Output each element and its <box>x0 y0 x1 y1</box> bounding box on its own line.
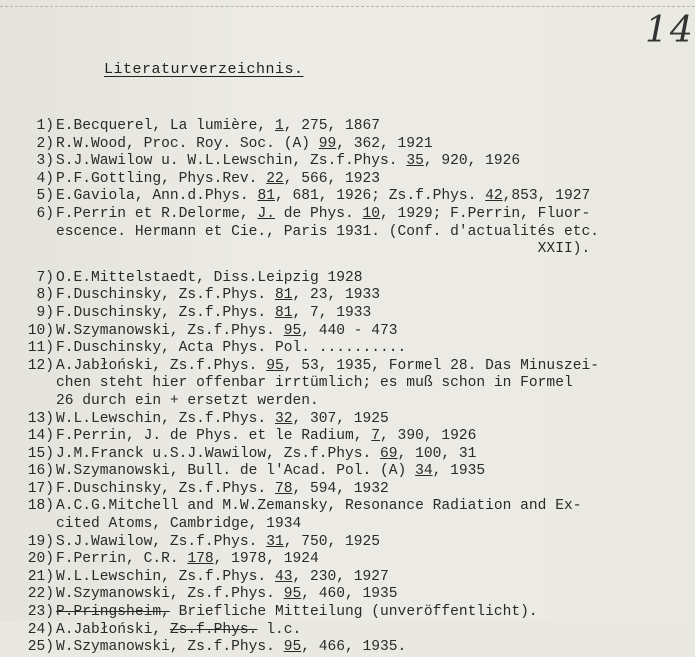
reference-number: 17) <box>27 480 54 497</box>
reference-entry <box>0 481 695 499</box>
reference-number: 10) <box>27 322 54 339</box>
reference-entry <box>0 411 695 429</box>
reference-text <box>54 551 319 569</box>
reference-number: 1) <box>36 118 54 134</box>
text-segment: chen steht hier offenbar irrtümlich; es muß schon in Formel <box>56 375 573 392</box>
text-segment: , 23, 1933 <box>292 287 381 304</box>
reference-text <box>54 358 599 376</box>
text-segment: , 1935 <box>432 463 486 480</box>
reference-text <box>54 188 590 206</box>
struck-text: P.Pringsheim, <box>56 604 170 621</box>
text-segment: W.Szymanowski, Zs.f.Phys. <box>56 586 284 603</box>
reference-text <box>54 411 389 429</box>
volume-number: 7 <box>371 428 381 445</box>
volume-number: 43 <box>274 568 293 585</box>
volume-number: 178 <box>187 551 214 568</box>
text-segment: , 440 - 473 <box>301 322 398 339</box>
reference-entry <box>0 340 695 358</box>
reference-number: 25) <box>27 639 54 656</box>
reference-entry-continuation <box>0 516 695 534</box>
volume-number: 95 <box>283 639 302 656</box>
volume-number: 95 <box>283 322 302 339</box>
reference-text <box>54 393 319 411</box>
reference-text <box>54 171 380 189</box>
volume-number: 31 <box>266 533 284 550</box>
reference-number: 21) <box>27 568 54 585</box>
reference-text <box>54 516 301 534</box>
volume-number: 32 <box>274 410 293 427</box>
text-segment: cited Atoms, Cambridge, 1934 <box>56 516 302 533</box>
reference-text <box>54 622 301 640</box>
reference-entry <box>0 323 695 341</box>
text-segment: l.c. <box>257 621 302 638</box>
reference-number: 12) <box>27 357 54 374</box>
text-segment: , 100, 31 <box>397 445 477 462</box>
reference-number: 2) <box>36 135 54 152</box>
text-segment: A.Jabłoński, <box>56 621 170 638</box>
text-segment: F.Duschinsky, Zs.f.Phys. <box>56 480 275 497</box>
text-segment: R.W.Wood, Proc. Roy. Soc. (A) <box>56 135 319 152</box>
reference-number <box>0 224 54 242</box>
reference-text <box>54 340 406 358</box>
text-segment: , 307, 1925 <box>292 410 389 427</box>
text-segment: , 566, 1923 <box>283 170 381 187</box>
text-segment: , 681, 1926; Zs.f.Phys. <box>274 188 486 205</box>
text-segment: W.Szymanowski, Zs.f.Phys. <box>56 639 284 656</box>
text-segment: E.Gaviola, Ann.d.Phys. <box>56 188 258 205</box>
reference-number: 3) <box>36 153 54 170</box>
reference-entry <box>0 534 695 552</box>
reference-text <box>54 463 485 481</box>
reference-entry <box>0 171 695 189</box>
reference-number: 22) <box>27 586 54 603</box>
reference-text <box>54 569 389 587</box>
volume-number: 69 <box>380 445 398 462</box>
text-segment: , 594, 1932 <box>292 480 389 497</box>
volume-number: 95 <box>283 586 302 603</box>
text-segment: , 230, 1927 <box>292 568 389 585</box>
text-segment: , 362, 1921 <box>336 135 433 152</box>
reference-entry <box>0 622 695 640</box>
reference-number: 15) <box>27 445 54 462</box>
reference-text <box>54 323 398 341</box>
reference-number <box>0 375 54 393</box>
reference-number: 13) <box>27 410 54 427</box>
text-segment: , 1929; F.Perrin, Fluor- <box>380 205 591 222</box>
struck-text: Zs.f.Phys. <box>169 621 258 638</box>
reference-number: 16) <box>27 463 54 480</box>
reference-entry <box>0 446 695 464</box>
text-segment: J.M.Franck u.S.J.Wawilow, Zs.f.Phys. <box>56 445 381 462</box>
text-segment: , 920, 1926 <box>423 153 521 170</box>
reference-text <box>54 305 371 323</box>
reference-entry-continuation <box>0 241 695 259</box>
text-segment: , 7, 1933 <box>292 304 372 321</box>
reference-entry <box>0 639 695 657</box>
reference-text <box>54 136 433 154</box>
volume-number: 35 <box>406 153 424 170</box>
text-segment: O.E.Mittelstaedt, Diss.Leipzig 1928 <box>56 269 363 286</box>
reference-entry <box>0 188 695 206</box>
reference-number: 11) <box>27 340 54 357</box>
text-segment: , 750, 1925 <box>283 533 381 550</box>
reference-entry <box>0 569 695 587</box>
text-segment: S.J.Wawilow u. W.L.Lewschin, Zs.f.Phys. <box>56 153 407 170</box>
text-segment: , 275, 1867 <box>283 118 381 134</box>
reference-entry <box>0 118 695 136</box>
volume-number: 34 <box>415 463 433 480</box>
reference-entry <box>0 586 695 604</box>
reference-number: 6) <box>36 205 54 222</box>
reference-number <box>0 516 54 534</box>
reference-text <box>54 446 476 464</box>
reference-number: 14) <box>27 428 54 445</box>
reference-entry <box>0 428 695 446</box>
reference-entry <box>0 287 695 305</box>
reference-text <box>54 586 398 604</box>
text-segment: , 460, 1935 <box>301 586 398 603</box>
text-segment: Briefliche Mitteilung (unveröffentlicht). <box>169 604 538 621</box>
text-segment: P.F.Gottling, Phys.Rev. <box>56 170 267 187</box>
reference-entry <box>0 604 695 622</box>
reference-text <box>54 224 599 242</box>
volume-number: 81 <box>257 188 275 205</box>
reference-text <box>54 498 581 516</box>
reference-text <box>54 639 406 657</box>
volume-number: 81 <box>274 287 293 304</box>
reference-entry-continuation <box>0 375 695 393</box>
text-segment: W.Szymanowski, Bull. de l'Acad. Pol. (A) <box>56 463 416 480</box>
reference-number: 19) <box>27 533 54 550</box>
page-number: 14 <box>645 10 695 51</box>
reference-text <box>54 604 538 622</box>
volume-number: 95 <box>266 357 284 374</box>
reference-number: 24) <box>27 621 54 638</box>
volume-number: 78 <box>274 480 293 497</box>
text-segment: 26 durch ein + ersetzt werden. <box>56 392 319 409</box>
reference-text <box>54 118 380 136</box>
volume-number: 42 <box>485 188 503 205</box>
reference-entry <box>0 153 695 171</box>
reference-text <box>54 153 520 171</box>
reference-entry-continuation <box>0 393 695 411</box>
page-title: Literaturverzeichnis. <box>104 61 304 78</box>
text-segment: W.L.Lewschin, Zs.f.Phys. <box>56 568 275 585</box>
text-segment: , 390, 1926 <box>380 428 477 445</box>
text-segment: F.Duschinsky, Acta Phys. Pol. .......... <box>56 340 407 357</box>
page-edge-line <box>0 6 695 8</box>
text-segment: W.L.Lewschin, Zs.f.Phys. <box>56 410 275 427</box>
text-segment: , 466, 1935. <box>301 639 407 656</box>
text-segment: A.Jabłoński, Zs.f.Phys. <box>56 357 267 374</box>
reference-text <box>54 428 476 446</box>
reference-text <box>54 375 573 393</box>
reference-number: 8) <box>36 287 54 304</box>
text-segment: F.Duschinsky, Zs.f.Phys. <box>56 304 275 321</box>
reference-entry <box>0 551 695 569</box>
volume-number: 1 <box>274 118 284 134</box>
reference-number <box>0 393 54 411</box>
reference-number: 20) <box>27 551 54 568</box>
text-segment: W.Szymanowski, Zs.f.Phys. <box>56 322 284 339</box>
text-segment: A.C.G.Mitchell and M.W.Zemansky, Resonance Radiation and Ex- <box>56 498 582 515</box>
volume-number: J. <box>257 205 275 222</box>
spacer <box>0 259 695 270</box>
reference-text <box>54 270 363 288</box>
text-segment: XXII). <box>56 241 591 258</box>
text-segment: ,853, 1927 <box>502 188 591 205</box>
volume-number: 81 <box>274 304 293 321</box>
reference-number: 4) <box>36 170 54 187</box>
reference-entry <box>0 358 695 376</box>
reference-number: 9) <box>36 304 54 321</box>
reference-entry <box>0 206 695 224</box>
reference-entry <box>0 136 695 154</box>
text-segment: F.Perrin et R.Delorme, <box>56 205 258 222</box>
reference-text <box>54 206 590 224</box>
reference-entry <box>0 463 695 481</box>
reference-entry <box>0 270 695 288</box>
reference-number: 18) <box>27 498 54 515</box>
volume-number: 10 <box>362 205 381 222</box>
reference-number: 23) <box>27 604 54 621</box>
text-segment: S.J.Wawilow, Zs.f.Phys. <box>56 533 267 550</box>
text-segment: F.Duschinsky, Zs.f.Phys. <box>56 287 275 304</box>
text-segment: F.Perrin, C.R. <box>56 551 188 568</box>
text-segment: F.Perrin, J. de Phys. et le Radium, <box>56 428 372 445</box>
reference-text <box>54 481 389 499</box>
text-segment: escence. Hermann et Cie., Paris 1931. (Conf. d'actualités etc. <box>56 223 599 240</box>
reference-text <box>54 287 380 305</box>
volume-number: 22 <box>266 170 284 187</box>
volume-number: 99 <box>318 135 337 152</box>
reference-number: 5) <box>36 188 54 205</box>
text-segment: E.Becquerel, La lumière, <box>56 118 275 134</box>
reference-entry-continuation <box>0 224 695 242</box>
text-segment: de Phys. <box>274 205 363 222</box>
reference-text <box>54 241 590 259</box>
reference-entry <box>0 498 695 516</box>
reference-number: 7) <box>36 269 54 286</box>
reference-number <box>0 241 54 259</box>
reference-entry <box>0 305 695 323</box>
reference-text <box>54 534 380 552</box>
text-segment: , 1978, 1924 <box>213 551 319 568</box>
text-segment: , 53, 1935, Formel 28. Das Minuszei- <box>283 357 599 374</box>
reference-list <box>0 118 695 657</box>
